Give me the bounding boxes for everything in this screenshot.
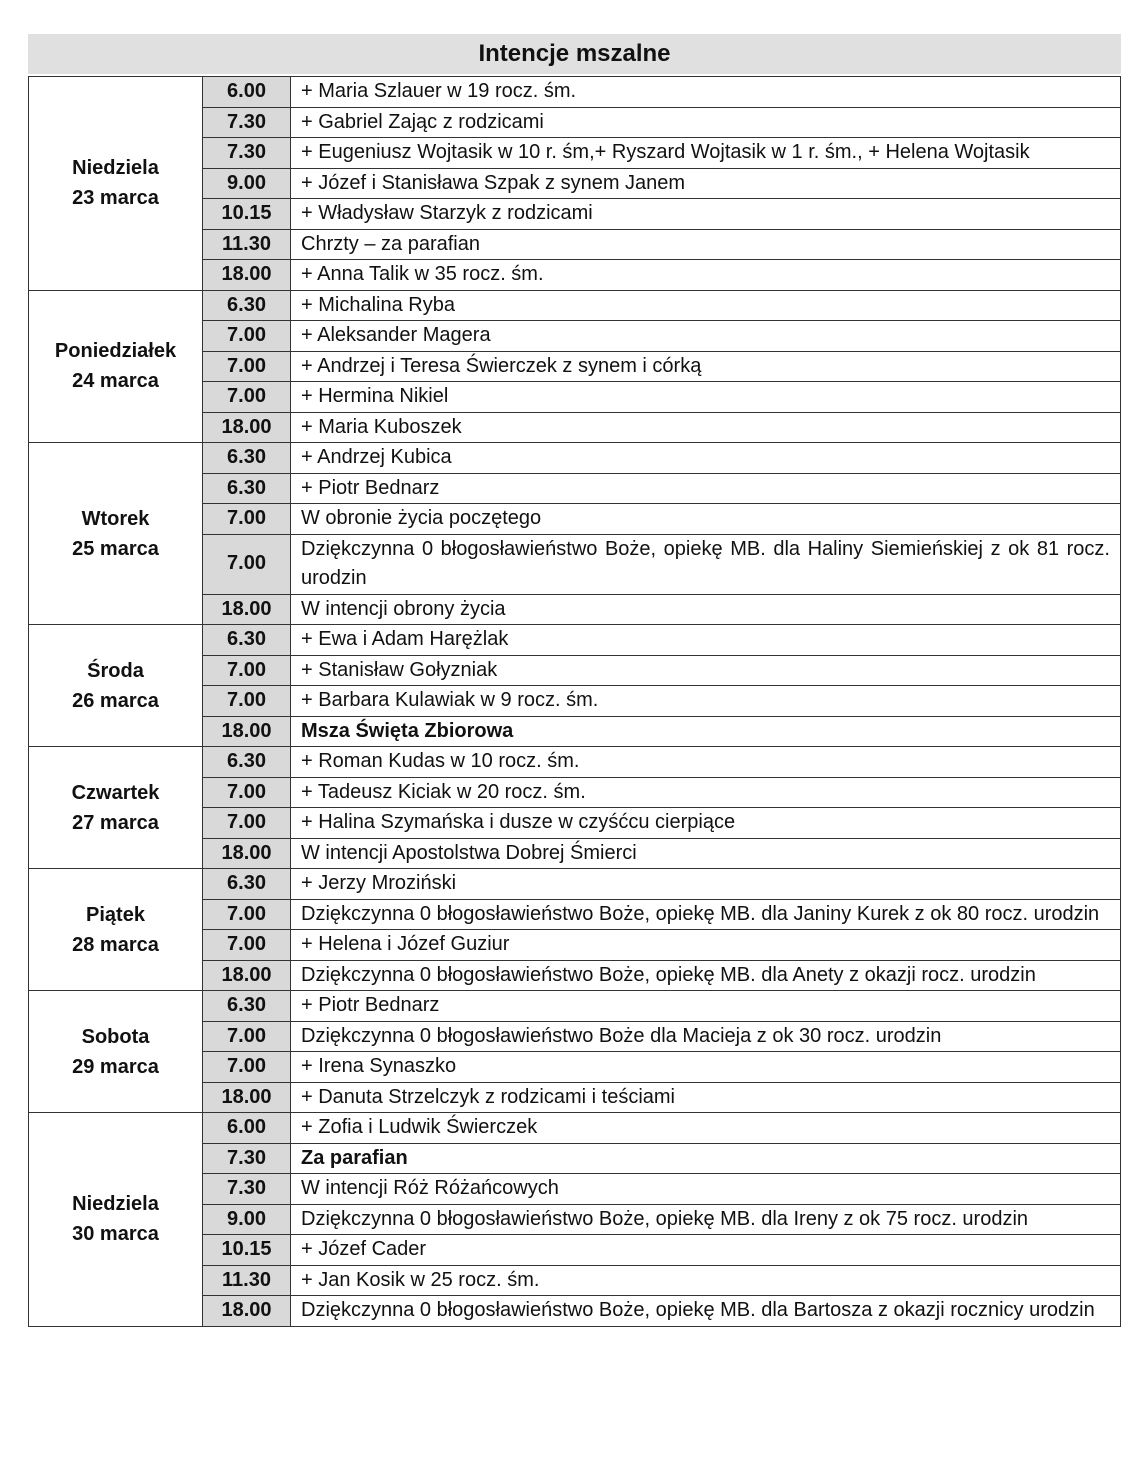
mass-intention: + Michalina Ryba (291, 290, 1121, 321)
mass-time: 7.30 (203, 138, 291, 169)
day-date: 30 marca (72, 1223, 159, 1246)
mass-time: 7.30 (203, 1174, 291, 1205)
day-cell (29, 290, 203, 443)
mass-time: 6.30 (203, 747, 291, 778)
day-cell (29, 747, 203, 869)
mass-time: 9.00 (203, 1204, 291, 1235)
day-date: 28 marca (72, 933, 159, 956)
day-date: 27 marca (72, 811, 159, 834)
mass-intention: + Stanisław Gołyzniak (291, 655, 1121, 686)
mass-intention: + Irena Synaszko (291, 1052, 1121, 1083)
day-name: Niedziela (72, 1193, 159, 1216)
mass-time: 6.30 (203, 290, 291, 321)
mass-intention: + Gabriel Zając z rodzicami (291, 107, 1121, 138)
day-date: 24 marca (72, 370, 159, 393)
intentions-table-body (29, 77, 1121, 1327)
mass-time: 18.00 (203, 716, 291, 747)
page-title: Intencje mszalne (478, 40, 671, 67)
mass-intention: + Roman Kudas w 10 rocz. śm. (291, 747, 1121, 778)
mass-time: 11.30 (203, 229, 291, 260)
day-name: Wtorek (81, 507, 150, 530)
mass-intention: + Józef Cader (291, 1235, 1121, 1266)
mass-intention: W intencji Róż Różańcowych (291, 1174, 1121, 1205)
mass-intention: Dziękczynna 0 błogosławieństwo Boże, opiekę MB. dla Bartosza z okazji rocznicy urodzin (291, 1296, 1121, 1327)
mass-time: 18.00 (203, 1082, 291, 1113)
mass-intentions-sheet (28, 34, 1121, 1327)
mass-intention: Dziękczynna 0 błogosławieństwo Boże, opiekę MB. dla Haliny Siemieńskiej z ok 81 rocz. urodzin (291, 534, 1121, 594)
mass-intention: + Danuta Strzelczyk z rodzicami i teściami (291, 1082, 1121, 1113)
mass-time: 7.00 (203, 321, 291, 352)
mass-intention: + Andrzej i Teresa Świerczek z synem i córką (291, 351, 1121, 382)
mass-time: 7.00 (203, 899, 291, 930)
mass-intention: + Piotr Bednarz (291, 473, 1121, 504)
mass-time: 7.00 (203, 534, 291, 594)
day-name: Poniedziałek (54, 340, 177, 363)
mass-intention: Dziękczynna 0 błogosławieństwo Boże, opiekę MB. dla Anety z okazji rocz. urodzin (291, 960, 1121, 991)
mass-time: 6.30 (203, 869, 291, 900)
mass-intention: Dziękczynna 0 błogosławieństwo Boże, opiekę MB. dla Ireny z ok 75 rocz. urodzin (291, 1204, 1121, 1235)
mass-intention: Msza Święta Zbiorowa (291, 716, 1121, 747)
mass-intention: + Jan Kosik w 25 rocz. śm. (291, 1265, 1121, 1296)
mass-time: 7.00 (203, 777, 291, 808)
day-date: 26 marca (72, 689, 159, 712)
mass-time: 7.30 (203, 1143, 291, 1174)
mass-time: 6.30 (203, 473, 291, 504)
mass-intention: + Andrzej Kubica (291, 443, 1121, 474)
mass-time: 7.00 (203, 1052, 291, 1083)
day-cell (29, 1113, 203, 1327)
mass-time: 6.30 (203, 625, 291, 656)
mass-time: 18.00 (203, 838, 291, 869)
mass-time: 7.30 (203, 107, 291, 138)
mass-time: 10.15 (203, 199, 291, 230)
mass-time: 11.30 (203, 1265, 291, 1296)
day-cell (29, 869, 203, 991)
mass-intention: + Władysław Starzyk z rodzicami (291, 199, 1121, 230)
mass-time: 7.00 (203, 1021, 291, 1052)
day-name: Niedziela (72, 157, 159, 180)
table-row (29, 625, 1121, 656)
table-row (29, 991, 1121, 1022)
day-cell (29, 625, 203, 747)
mass-intention: + Piotr Bednarz (291, 991, 1121, 1022)
mass-time: 7.00 (203, 351, 291, 382)
mass-intention: + Ewa i Adam Harężlak (291, 625, 1121, 656)
mass-time: 18.00 (203, 260, 291, 291)
mass-time: 6.00 (203, 1113, 291, 1144)
mass-time: 18.00 (203, 1296, 291, 1327)
mass-time: 7.00 (203, 930, 291, 961)
mass-time: 7.00 (203, 686, 291, 717)
mass-time: 6.30 (203, 991, 291, 1022)
mass-intention: + Barbara Kulawiak w 9 rocz. śm. (291, 686, 1121, 717)
mass-time: 10.15 (203, 1235, 291, 1266)
day-name: Sobota (81, 1025, 150, 1048)
page-title-bar (28, 34, 1121, 74)
day-cell (29, 991, 203, 1113)
mass-time: 7.00 (203, 382, 291, 413)
mass-intention: W intencji Apostolstwa Dobrej Śmierci (291, 838, 1121, 869)
mass-intention: + Hermina Nikiel (291, 382, 1121, 413)
table-row (29, 77, 1121, 108)
mass-intention: + Halina Szymańska i dusze w czyśćcu cierpiące (291, 808, 1121, 839)
day-date: 25 marca (72, 537, 159, 560)
day-cell (29, 443, 203, 625)
mass-intention: Chrzty – za parafian (291, 229, 1121, 260)
mass-time: 9.00 (203, 168, 291, 199)
mass-intention: Za parafian (291, 1143, 1121, 1174)
mass-intention: + Helena i Józef Guziur (291, 930, 1121, 961)
mass-time: 18.00 (203, 594, 291, 625)
mass-intention: Dziękczynna 0 błogosławieństwo Boże dla Macieja z ok 30 rocz. urodzin (291, 1021, 1121, 1052)
table-row (29, 869, 1121, 900)
day-cell (29, 77, 203, 291)
day-date: 23 marca (72, 187, 159, 210)
mass-time: 6.30 (203, 443, 291, 474)
mass-intention: + Tadeusz Kiciak w 20 rocz. śm. (291, 777, 1121, 808)
mass-time: 7.00 (203, 655, 291, 686)
mass-intention: + Maria Kuboszek (291, 412, 1121, 443)
mass-intention: + Jerzy Mroziński (291, 869, 1121, 900)
mass-intention: + Józef i Stanisława Szpak z synem Janem (291, 168, 1121, 199)
mass-intention: + Eugeniusz Wojtasik w 10 r. śm,+ Ryszard Wojtasik w 1 r. śm., + Helena Wojtasik (291, 138, 1121, 169)
day-name: Piątek (86, 903, 145, 926)
table-row (29, 443, 1121, 474)
mass-time: 18.00 (203, 412, 291, 443)
mass-intention: + Maria Szlauer w 19 rocz. śm. (291, 77, 1121, 108)
table-row (29, 290, 1121, 321)
day-name: Środa (87, 659, 144, 682)
mass-time: 18.00 (203, 960, 291, 991)
mass-intention: Dziękczynna 0 błogosławieństwo Boże, opiekę MB. dla Janiny Kurek z ok 80 rocz. urodzin (291, 899, 1121, 930)
table-row (29, 747, 1121, 778)
mass-time: 6.00 (203, 77, 291, 108)
mass-intention: W intencji obrony życia (291, 594, 1121, 625)
intentions-table (28, 76, 1121, 1327)
mass-time: 7.00 (203, 504, 291, 535)
mass-intention: + Zofia i Ludwik Świerczek (291, 1113, 1121, 1144)
day-name: Czwartek (71, 781, 160, 804)
mass-intention: + Anna Talik w 35 rocz. śm. (291, 260, 1121, 291)
mass-intention: + Aleksander Magera (291, 321, 1121, 352)
day-date: 29 marca (72, 1055, 159, 1078)
table-row (29, 1113, 1121, 1144)
mass-time: 7.00 (203, 808, 291, 839)
mass-intention: W obronie życia poczętego (291, 504, 1121, 535)
